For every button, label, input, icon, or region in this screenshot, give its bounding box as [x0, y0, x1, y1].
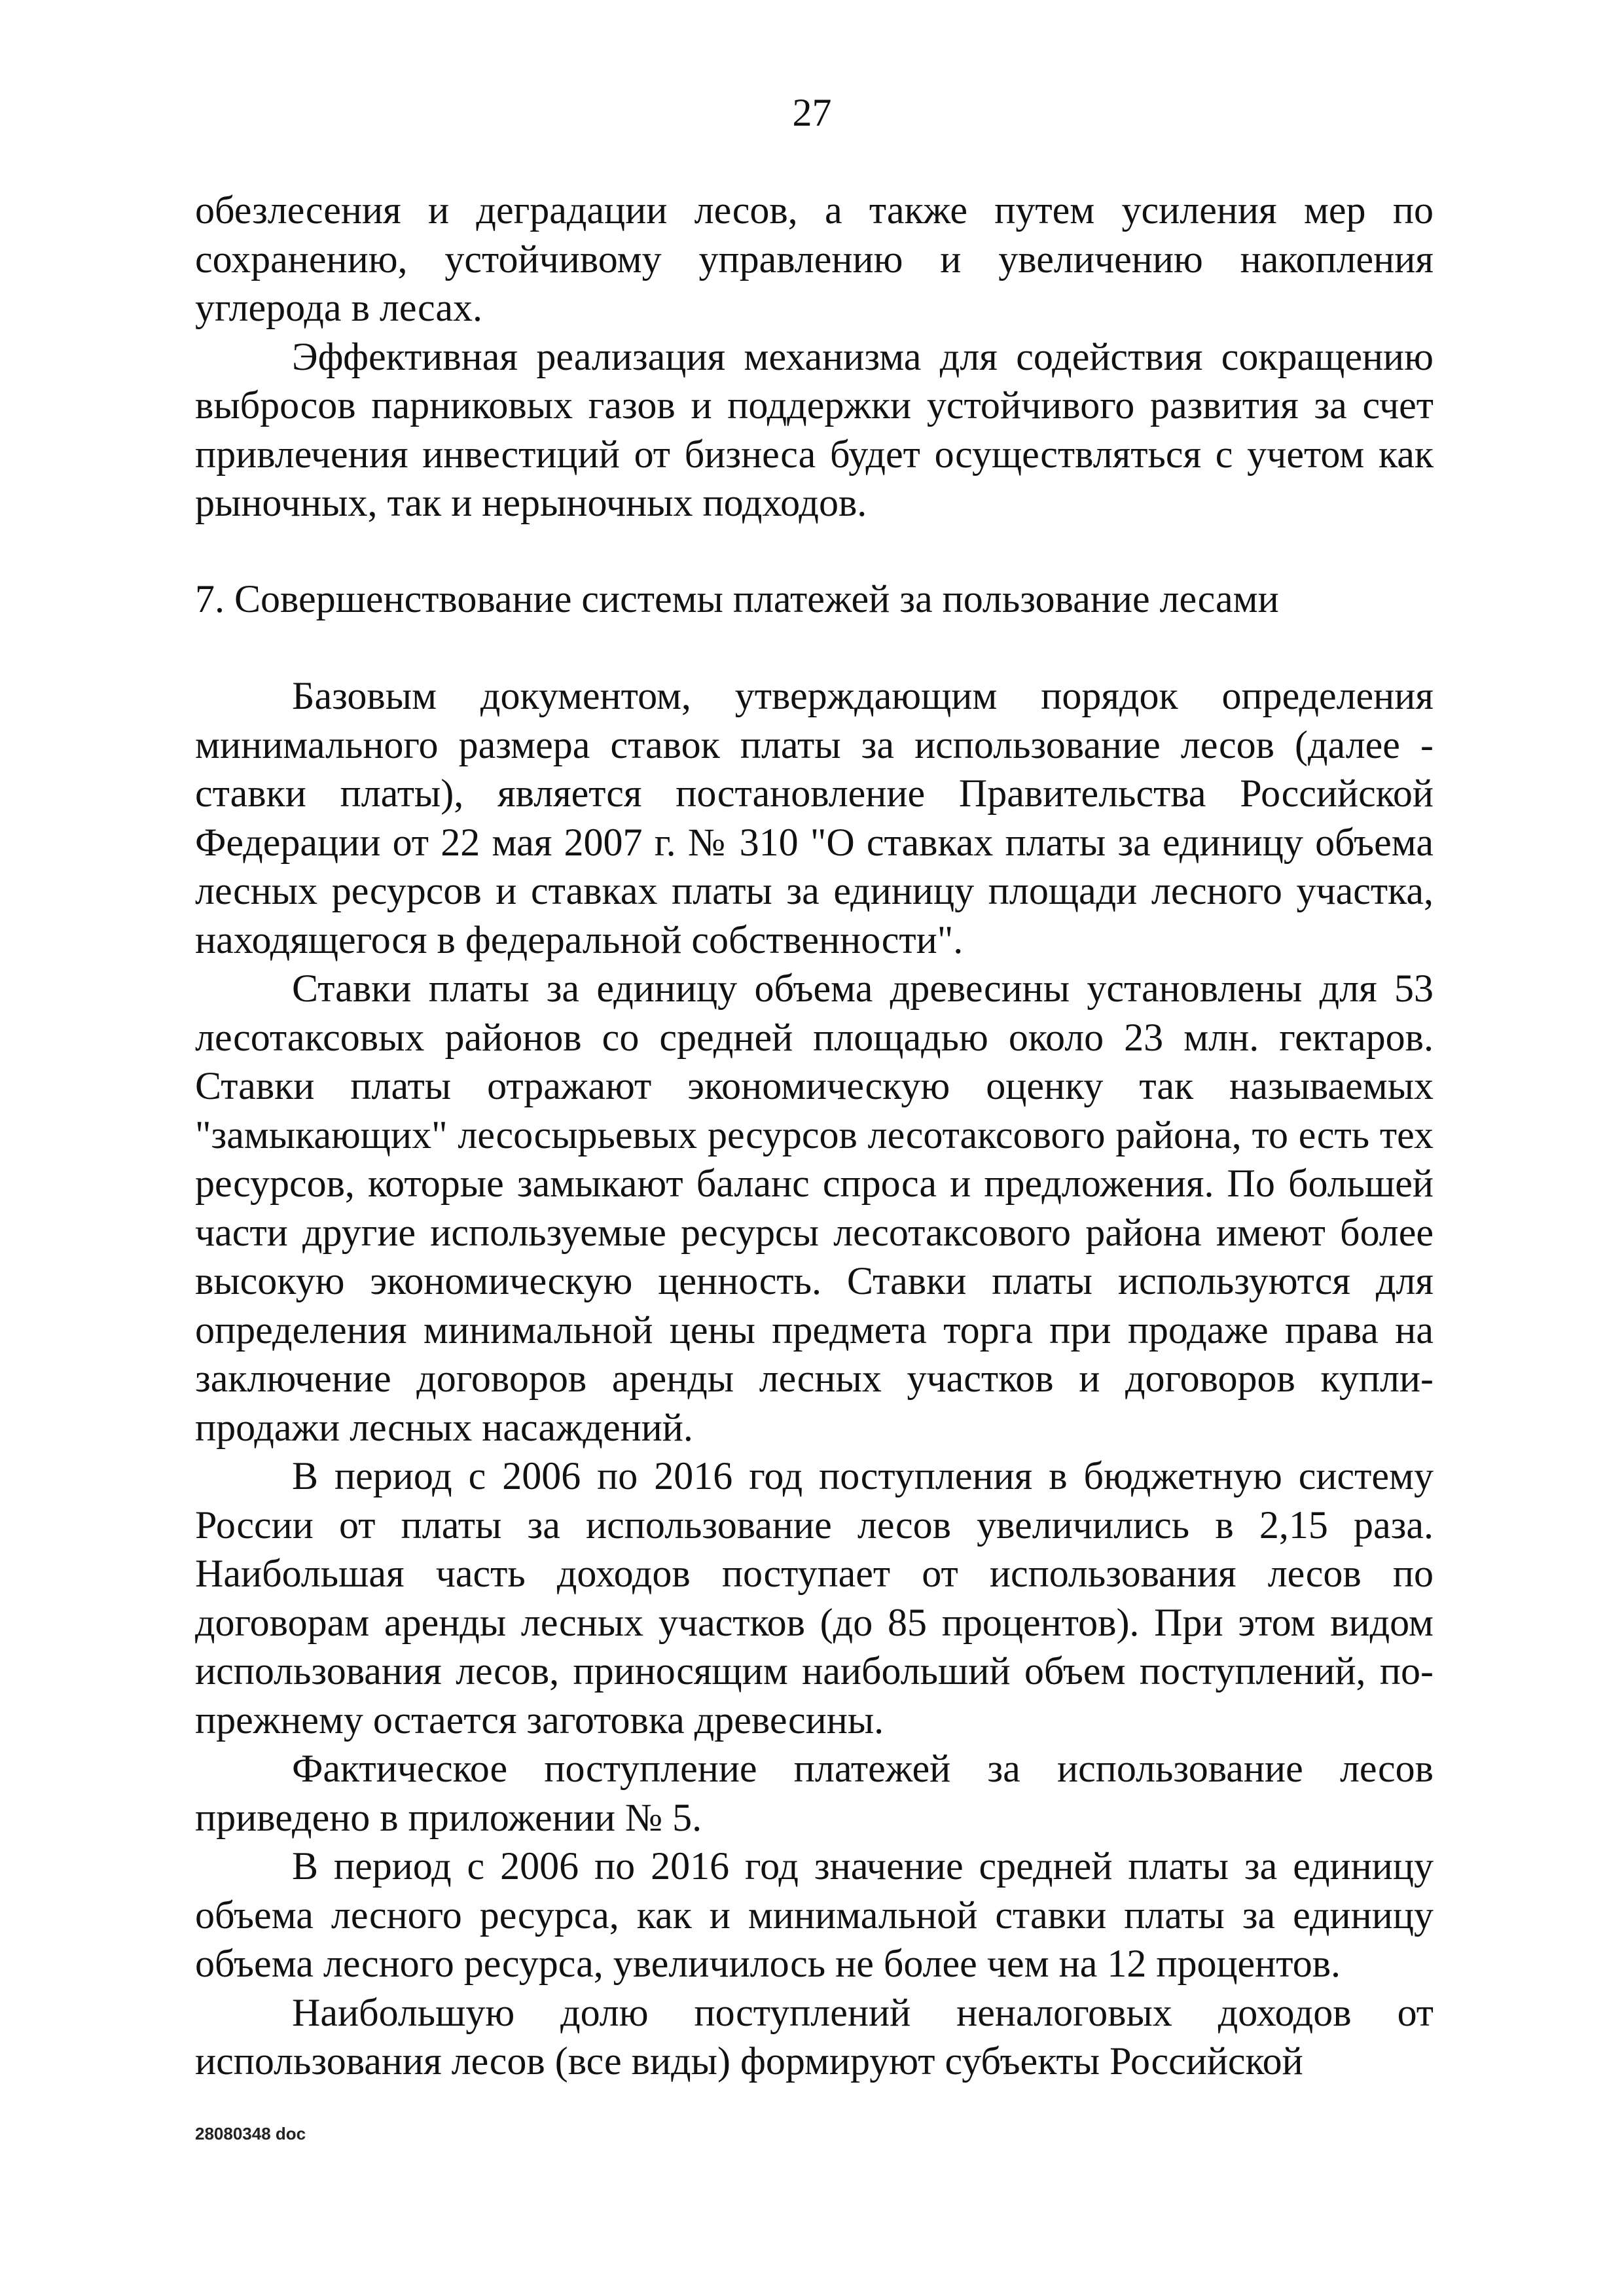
paragraph: обезлесения и деградации лесов, а также путем усиления мер по сохранению, устойчивому управлению и увеличению накопления углерода в лесах.	[195, 188, 1434, 329]
footer-document-id: 28080348 doc	[195, 2124, 306, 2143]
paragraph: В период с 2006 по 2016 год значение средней платы за единицу объема лесного ресурса, как и минимальной ставки платы за единицу объема лесного ресурса, увеличилось не более чем на 12 процентов.	[195, 1844, 1434, 1985]
paragraph: Наибольшую долю поступлений неналоговых доходов от использования лесов (все виды) формируют субъекты Российской	[195, 1990, 1434, 2083]
paragraph: Ставки платы за единицу объема древесины установлены для 53 лесотаксовых районов со средней площадью около 23 млн. гектаров. Ставки платы отражают экономическую оценку так называемых "замыкающих" лесосырьевых ресурсов лесотаксового района, то есть тех ресурсов, которые замыкают баланс спроса и предложения. По большей части другие используемые ресурсы лесотаксового района имеют более высокую экономическую ценность. Ставки платы используются для определения минимальной цены предмета торга при продаже права на заключение договоров аренды лесных участков и договоров купли-продажи лесных насаждений.	[195, 967, 1434, 1449]
page-number: 27	[792, 91, 832, 134]
paragraph: Базовым документом, утверждающим порядок определения минимального размера ставок платы за использование лесов (далее - ставки платы), является постановление Правительства Российской Федерации от 22 мая 2007 г. № 310 "О ставках платы за единицу объема лесных ресурсов и ставках платы за единицу площади лесного участка, находящегося в федеральной собственности".	[195, 674, 1434, 961]
paragraph: В период с 2006 по 2016 год поступления в бюджетную систему России от платы за использование лесов увеличились в 2,15 раза. Наибольшая часть доходов поступает от использования лесов по договорам аренды лесных участков (до 85 процентов). При этом видом использования лесов, приносящим наибольший объем поступлений, по-прежнему остается заготовка древесины.	[195, 1454, 1434, 1742]
section-heading: 7. Совершенствование системы платежей за пользование лесами	[195, 577, 1279, 620]
paragraph: Фактическое поступление платежей за использование лесов приведено в приложении № 5.	[195, 1747, 1434, 1839]
paragraph: Эффективная реализация механизма для содействия сокращению выбросов парниковых газов и поддержки устойчивого развития за счет привлечения инвестиций от бизнеса будет осуществляться с учетом как рыночных, так и нерыночных подходов.	[195, 334, 1434, 524]
document-body	[195, 186, 1434, 2086]
